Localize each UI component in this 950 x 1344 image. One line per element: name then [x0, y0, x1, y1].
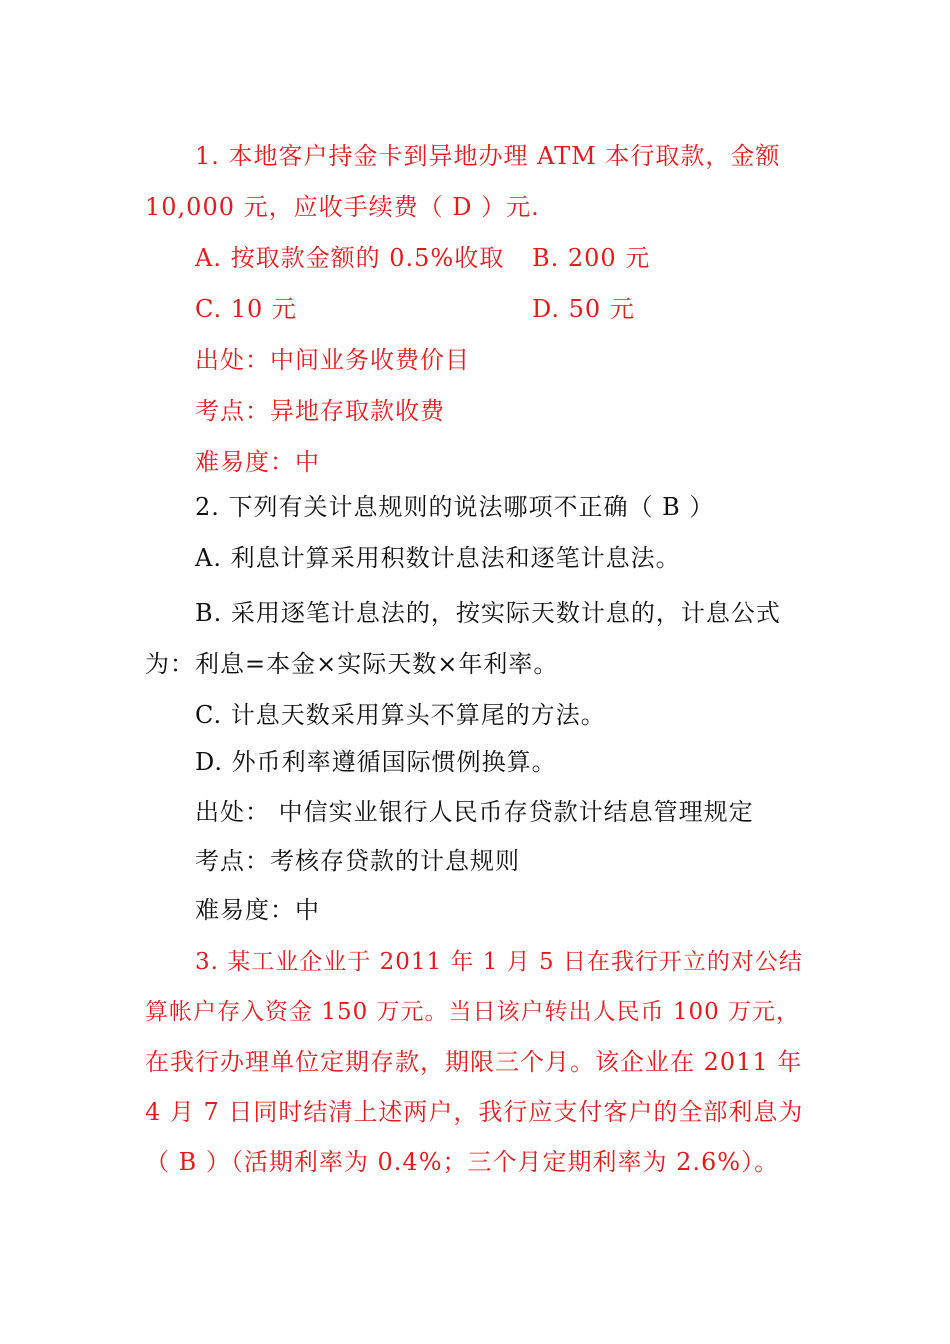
q3-stem-line-3: 在我行办理单位定期存款，期限三个月。该企业在 2011 年	[145, 1048, 803, 1076]
q1-stem-line-1: 1. 本地客户持金卡到异地办理 ATM 本行取款，金额	[195, 142, 781, 170]
q1-difficulty: 难易度：中	[195, 448, 320, 476]
q1-stem-line-2: 10,000 元，应收手续费（ D ）元.	[145, 193, 540, 221]
q2-difficulty: 难易度：中	[195, 896, 320, 924]
q1-option-d: D. 50 元	[532, 295, 635, 323]
q1-option-a: A. 按取款金额的 0.5%收取	[195, 244, 505, 272]
q2-option-b-line-1: B. 采用逐笔计息法的，按实际天数计息的，计息公式	[195, 599, 781, 627]
q2-stem: 2. 下列有关计息规则的说法哪项不正确（ B ）	[195, 493, 715, 521]
q2-option-c: C. 计息天数采用算头不算尾的方法。	[195, 701, 606, 729]
q1-option-b: B. 200 元	[532, 244, 651, 272]
q3-stem-line-1: 3. 某工业企业于 2011 年 1 月 5 日在我行开立的对公结	[195, 949, 803, 975]
q3-stem-line-4: 4 月 7 日同时结清上述两户，我行应支付客户的全部利息为	[145, 1098, 804, 1126]
q3-stem-line-5: （ B ）（活期利率为 0.4%；三个月定期利率为 2.6%）。	[145, 1148, 780, 1176]
q1-source: 出处：中间业务收费价目	[195, 346, 470, 374]
q2-option-b-line-2: 为：利息=本金×实际天数×年利率。	[145, 650, 559, 678]
q2-source: 出处： 中信实业银行人民币存贷款计结息管理规定	[195, 798, 754, 826]
q2-point: 考点：考核存贷款的计息规则	[195, 847, 520, 875]
q1-option-c: C. 10 元	[195, 295, 297, 323]
q3-stem-line-2: 算帐户存入资金 150 万元。当日该户转出人民币 100 万元，	[145, 999, 801, 1025]
q2-option-d: D. 外币利率遵循国际惯例换算。	[195, 748, 557, 776]
q1-point: 考点：异地存取款收费	[195, 397, 445, 425]
q2-option-a: A. 利息计算采用积数计息法和逐笔计息法。	[195, 544, 681, 572]
